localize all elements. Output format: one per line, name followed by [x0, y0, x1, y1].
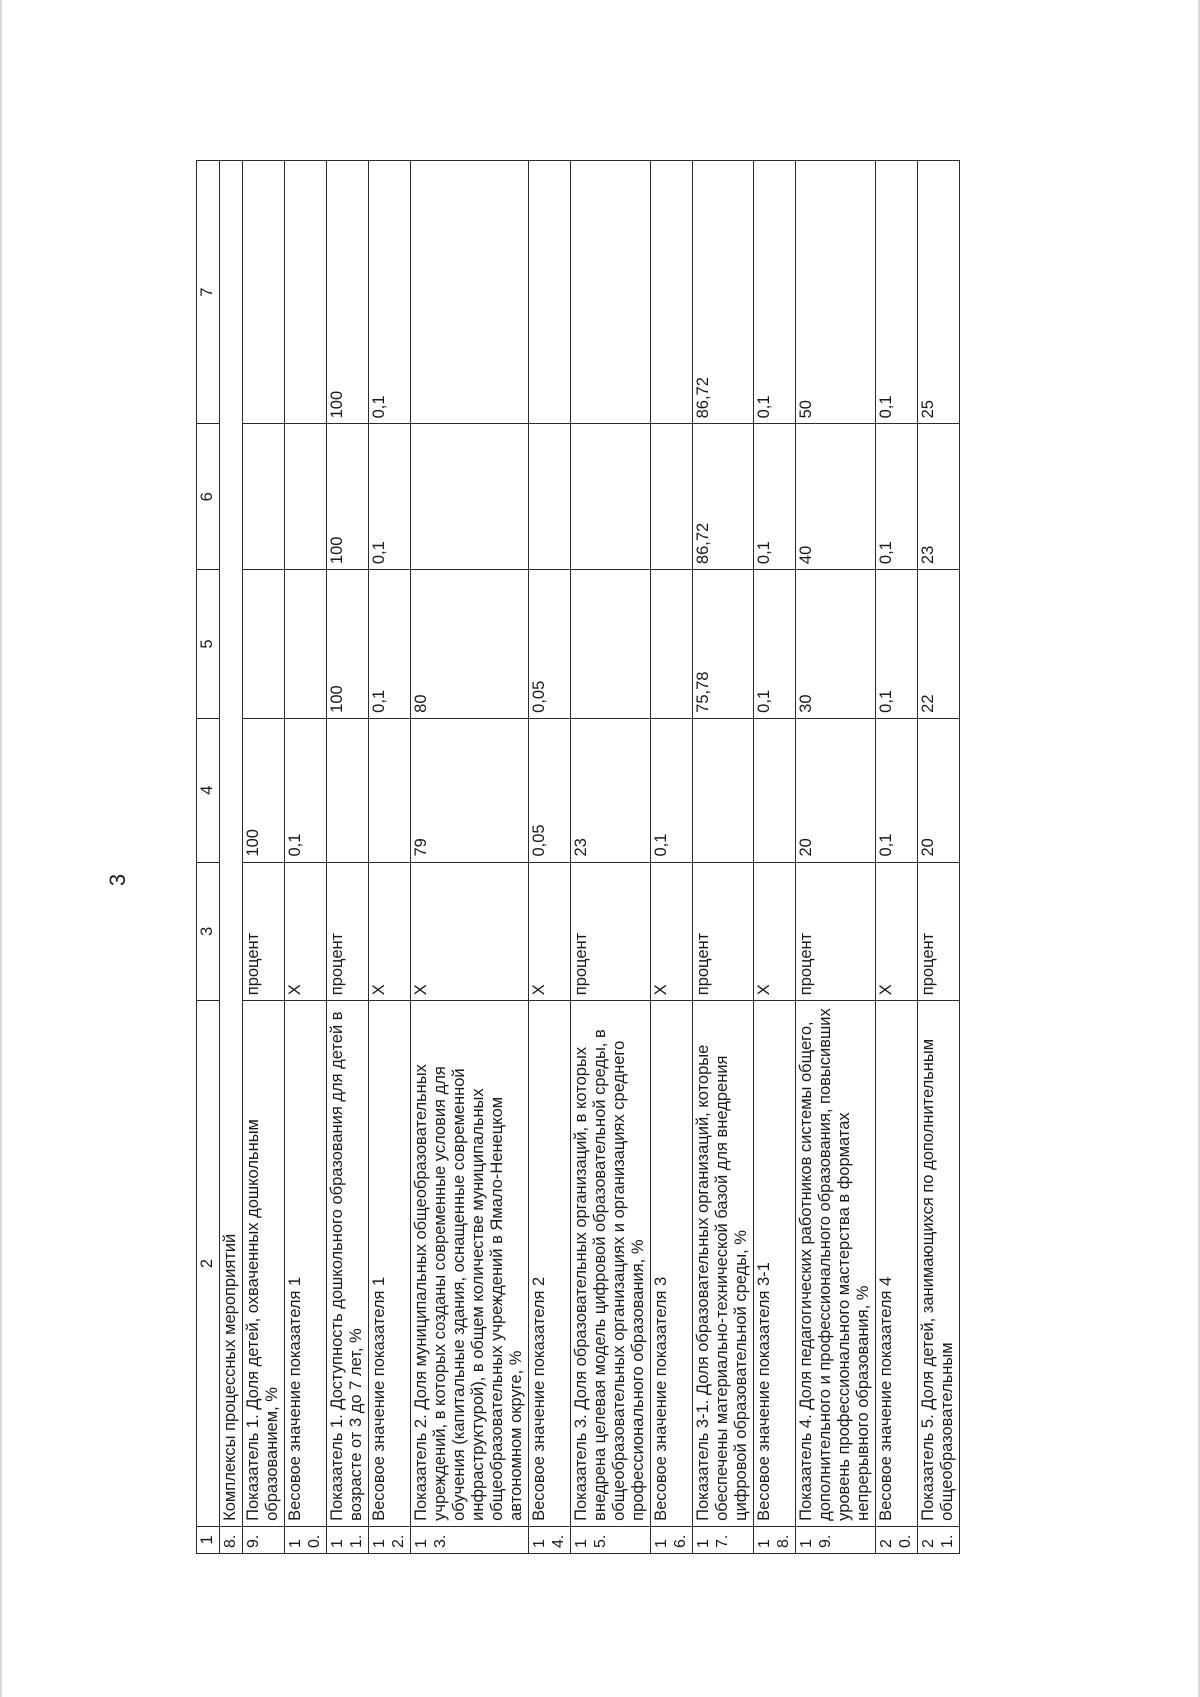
unit-cell: процент: [693, 862, 754, 1001]
value-col5: 0,1: [754, 570, 796, 719]
value-col7: 100: [327, 161, 369, 424]
header-cell: 1: [197, 1526, 220, 1553]
value-col4: [369, 718, 411, 862]
row-number: 8.: [220, 1526, 243, 1553]
indicator-text: Показатель 4. Доля педагогических работников системы общего, дополнительного и профессионального образования, повысивших уровень профессионального мастерства в форматах непрерывного образования, %: [796, 1001, 876, 1527]
value-col4: [327, 718, 369, 862]
row-number: 11.: [327, 1526, 369, 1553]
row-number: 21.: [918, 1526, 960, 1553]
indicator-text: Весовое значение показателя 1: [369, 1001, 411, 1527]
table-row: [243, 161, 285, 1554]
row-number: 12.: [369, 1526, 411, 1553]
value-col4: [693, 718, 754, 862]
value-col7: [571, 161, 651, 424]
unit-cell: Х: [369, 862, 411, 1001]
value-col4: 0,1: [651, 718, 693, 862]
value-col7: [411, 161, 529, 424]
value-col4: 20: [918, 718, 960, 862]
value-col5: 22: [918, 570, 960, 719]
value-col6: 0,1: [876, 424, 918, 570]
value-col5: 0,1: [876, 570, 918, 719]
page-number: 3: [105, 873, 131, 887]
indicator-text: Показатель 3-1. Доля образовательных организаций, которые обеспечены материально-технической базой для внедрения цифровой образовательной среды, %: [693, 1001, 754, 1527]
value-col6: 100: [327, 424, 369, 570]
value-col4: 100: [243, 718, 285, 862]
indicator-text: Весовое значение показателя 3: [651, 1001, 693, 1527]
table-row: [529, 161, 571, 1554]
value-col7: 25: [918, 161, 960, 424]
table-row: [285, 161, 327, 1554]
value-col6: [243, 424, 285, 570]
value-col5: 75,78: [693, 570, 754, 719]
table-row: [796, 161, 876, 1554]
value-col4: 23: [571, 718, 651, 862]
table-row: [693, 161, 754, 1554]
unit-cell: процент: [571, 862, 651, 1001]
value-col7: 50: [796, 161, 876, 424]
header-cell: 6: [197, 424, 220, 570]
indicator-text: Показатель 3. Доля образовательных организаций, в которых внедрена целевая модель цифровой образовательной среды, в общеобразовательных организациях и организациях среднего профессионального образования, %: [571, 1001, 651, 1527]
row-number: 19.: [796, 1526, 876, 1553]
value-col5: [285, 570, 327, 719]
table-row: [754, 161, 796, 1554]
value-col5: [243, 570, 285, 719]
row-number: 9.: [243, 1526, 285, 1553]
value-col6: [411, 424, 529, 570]
unit-cell: Х: [754, 862, 796, 1001]
table-row: [571, 161, 651, 1554]
value-col5: 100: [327, 570, 369, 719]
value-col6: 0,1: [369, 424, 411, 570]
header-row: [197, 161, 220, 1554]
indicators-table: [196, 160, 960, 1554]
row-number: 20.: [876, 1526, 918, 1553]
row-number: 14.: [529, 1526, 571, 1553]
indicator-text: Весовое значение показателя 2: [529, 1001, 571, 1527]
indicator-text: Весовое значение показателя 4: [876, 1001, 918, 1527]
table-row: [411, 161, 529, 1554]
row-number: 10.: [285, 1526, 327, 1553]
value-col5: [651, 570, 693, 719]
unit-cell: Х: [876, 862, 918, 1001]
rotated-table-container: [196, 160, 1098, 1554]
value-col4: 0,1: [876, 718, 918, 862]
indicator-text: Показатель 1. Доля детей, охваченных дошкольным образованием, %: [243, 1001, 285, 1527]
value-col6: [571, 424, 651, 570]
unit-cell: Х: [651, 862, 693, 1001]
unit-cell: процент: [327, 862, 369, 1001]
unit-cell: процент: [918, 862, 960, 1001]
header-cell: 2: [197, 1001, 220, 1527]
document-sheet: [196, 160, 1098, 1554]
value-col7: [529, 161, 571, 424]
value-col7: 0,1: [369, 161, 411, 424]
value-col4: 79: [411, 718, 529, 862]
value-col4: 20: [796, 718, 876, 862]
header-cell: 7: [197, 161, 220, 424]
value-col7: 86,72: [693, 161, 754, 424]
table-row: [651, 161, 693, 1554]
unit-cell: Х: [529, 862, 571, 1001]
value-col6: [285, 424, 327, 570]
header-cell: 4: [197, 718, 220, 862]
header-cell: 3: [197, 862, 220, 1001]
unit-cell: процент: [243, 862, 285, 1001]
value-col4: 0,1: [285, 718, 327, 862]
value-col5: 0,1: [369, 570, 411, 719]
indicator-text: Весовое значение показателя 3-1: [754, 1001, 796, 1527]
value-col5: 80: [411, 570, 529, 719]
value-col6: 23: [918, 424, 960, 570]
table-row: [327, 161, 369, 1554]
value-col6: 40: [796, 424, 876, 570]
row-number: 13.: [411, 1526, 529, 1553]
value-col7: 0,1: [754, 161, 796, 424]
value-col6: [651, 424, 693, 570]
value-col6: 0,1: [754, 424, 796, 570]
indicator-text: Показатель 2. Доля муниципальных общеобразовательных учреждений, в которых созданы современные условия для обучения (капитальные здания, оснащенные современной инфраструктурой), в общем количестве муниципальных общеобразовательных учреждений в Ямало-Ненецком автономном округе, %: [411, 1001, 529, 1527]
unit-cell: процент: [796, 862, 876, 1001]
row-number: 15.: [571, 1526, 651, 1553]
table-row: [918, 161, 960, 1554]
row-number: 18.: [754, 1526, 796, 1553]
section-row: [220, 161, 243, 1554]
row-number: 16.: [651, 1526, 693, 1553]
indicator-text: Весовое значение показателя 1: [285, 1001, 327, 1527]
value-col4: 0,05: [529, 718, 571, 862]
indicator-text: Показатель 1. Доступность дошкольного образования для детей в возрасте от 3 до 7 лет, %: [327, 1001, 369, 1527]
unit-cell: Х: [285, 862, 327, 1001]
header-cell: 5: [197, 570, 220, 719]
unit-cell: Х: [411, 862, 529, 1001]
value-col5: 0,05: [529, 570, 571, 719]
row-number: 17.: [693, 1526, 754, 1553]
indicator-text: Показатель 5. Доля детей, занимающихся по дополнительным общеобразовательным: [918, 1001, 960, 1527]
value-col7: [651, 161, 693, 424]
table-row: [876, 161, 918, 1554]
value-col6: 86,72: [693, 424, 754, 570]
section-title: Комплексы процессных мероприятий: [220, 161, 243, 1527]
value-col6: [529, 424, 571, 570]
value-col7: [285, 161, 327, 424]
value-col7: [243, 161, 285, 424]
value-col5: 30: [796, 570, 876, 719]
scan-edge-left: [0, 0, 2, 1697]
value-col5: [571, 570, 651, 719]
value-col7: 0,1: [876, 161, 918, 424]
value-col4: [754, 718, 796, 862]
table-row: [369, 161, 411, 1554]
